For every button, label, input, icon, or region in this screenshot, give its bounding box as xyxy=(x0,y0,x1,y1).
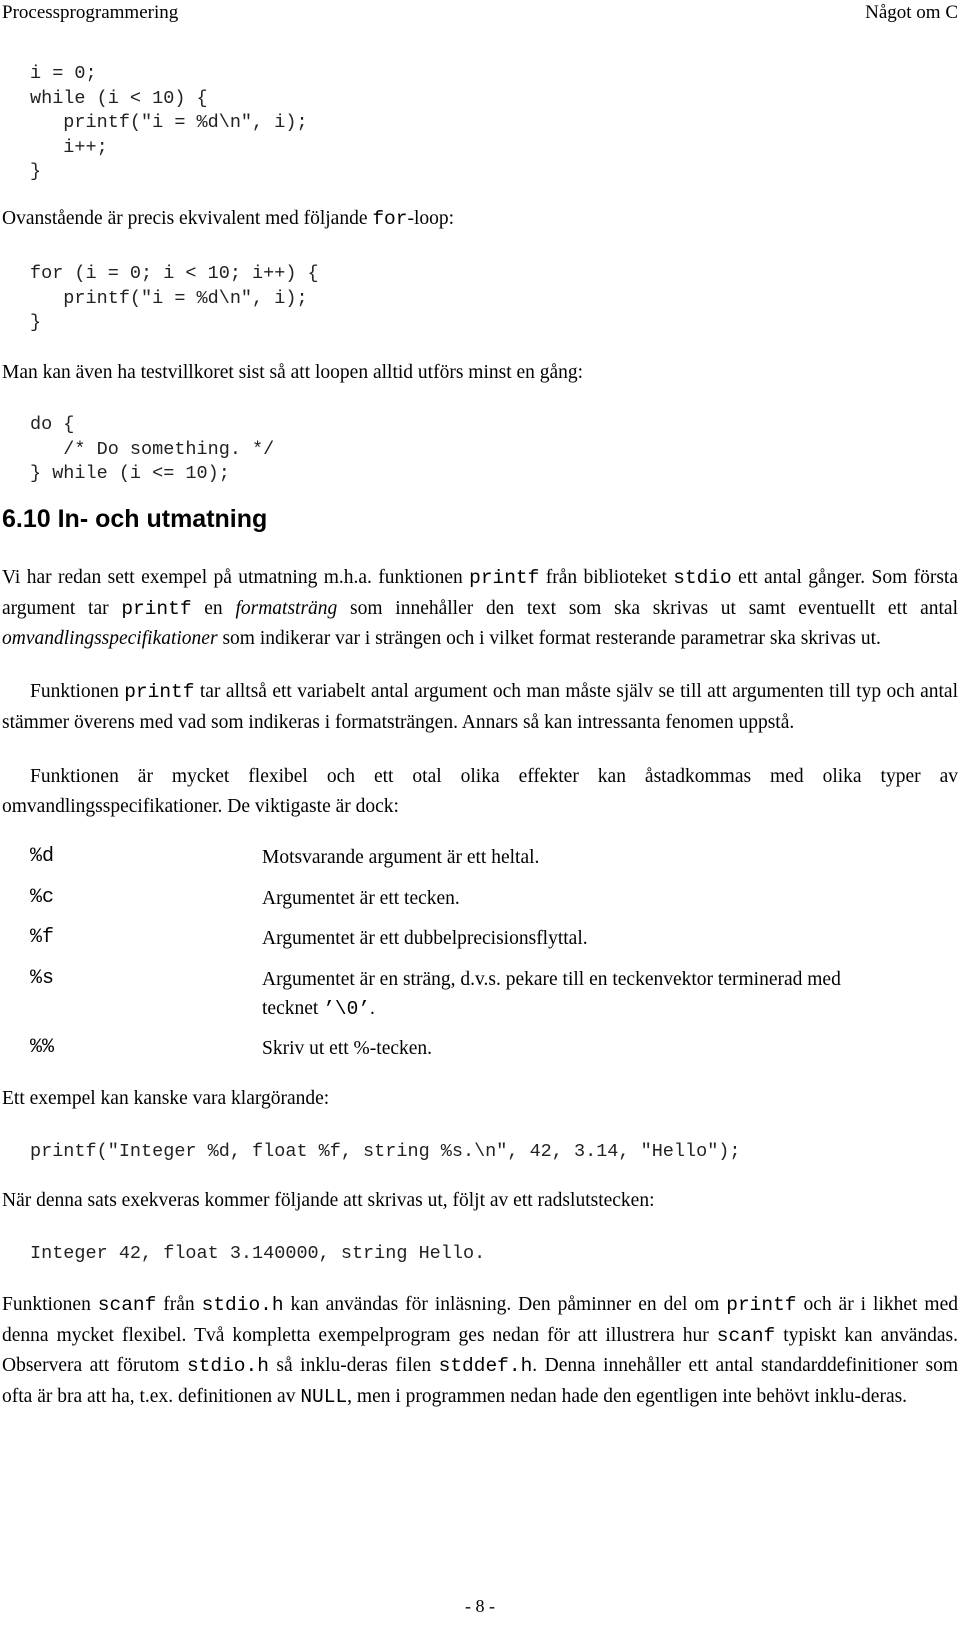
text-span: och är i likhet med denna mycket flexibel. Två kompletta exempelprogram ges nedan för att illustrera hur xyxy=(2,1294,958,1346)
inline-code: printf xyxy=(121,597,192,620)
text-span: Vi har redan sett exempel på utmatning m.h.a. funktionen xyxy=(2,567,470,588)
section-heading: 6.10 In- och utmatning xyxy=(2,505,268,533)
italic-term: omvandlingsspecifikationer xyxy=(2,628,218,649)
inline-code: NULL xyxy=(300,1385,348,1408)
text-span: som innehåller den text som ska skrivas ut samt eventuellt ett antal xyxy=(337,597,958,619)
paragraph-printf-args xyxy=(2,677,958,737)
inline-code: ’\0’ xyxy=(323,998,370,1020)
spec-code: %f xyxy=(30,926,55,949)
code-output-example: Integer 42, float 3.140000, string Hello. xyxy=(30,1243,486,1264)
text-span: som indikerar var i strängen och i vilket format resterande parametrar ska skrivas ut. xyxy=(217,628,881,649)
text-span: Funktionen xyxy=(30,681,125,702)
spec-code: %c xyxy=(30,886,55,909)
text-span: från xyxy=(156,1294,202,1315)
inline-code: for xyxy=(372,208,408,230)
spec-description xyxy=(262,965,842,1024)
page-number: - 8 - xyxy=(465,1596,495,1616)
inline-code: printf xyxy=(469,567,540,589)
inline-code: printf xyxy=(726,1294,797,1316)
text-span: ett antal gånger. Som första argument tar xyxy=(2,567,958,619)
inline-code: stdio.h xyxy=(186,1355,269,1377)
text-span: från biblioteket xyxy=(539,567,674,588)
code-for-loop: for (i = 0; i < 10; i++) { printf("i = %d\n", i); } xyxy=(30,263,319,333)
inline-code: scanf xyxy=(716,1324,776,1347)
text-span: -loop: xyxy=(407,208,455,229)
paragraph-example-intro: Ett exempel kan kanske vara klargörande: xyxy=(2,1088,330,1109)
code-printf-example: printf("Integer %d, float %f, string %s.\n", 42, 3.14, "Hello"); xyxy=(30,1141,741,1162)
code-do-while: do { /* Do something. */ } while (i <= 10); xyxy=(30,414,275,484)
text-span: typiskt kan användas. Observera att förutom xyxy=(2,1324,958,1376)
paragraph-do-intro: Man kan även ha testvillkoret sist så att loopen alltid utförs minst en gång: xyxy=(2,362,584,383)
inline-code: stdio.h xyxy=(201,1294,284,1316)
paragraph-scanf-intro xyxy=(2,1290,958,1412)
inline-code: printf xyxy=(124,681,195,703)
text-span: så inklu-deras filen xyxy=(268,1355,439,1376)
spec-description: Argumentet är ett dubbelprecisionsflyttal. xyxy=(262,928,588,949)
italic-term: formatsträng xyxy=(235,597,338,619)
spec-description: Skriv ut ett %-tecken. xyxy=(262,1038,433,1059)
text-span: Argumentet är en sträng, d.v.s. pekare till en teckenvektor terminerad med tecknet xyxy=(262,969,841,1019)
text-span: , men i programmen nedan hade den egentligen inte behövt inklu-deras. xyxy=(347,1385,908,1407)
text-span: . Denna innehåller ett antal standarddefinitioner som ofta är bra att ha, t.ex. definitionen av xyxy=(2,1355,959,1407)
spec-code: %d xyxy=(30,845,55,868)
inline-code: stddef.h xyxy=(438,1355,533,1377)
text-span: kan användas för inläsning. Den påminner en del om xyxy=(283,1294,727,1315)
paragraph-for-intro xyxy=(2,208,454,230)
spec-description: Motsvarande argument är ett heltal. xyxy=(262,847,540,868)
code-while-loop: i = 0; while (i < 10) { printf("i = %d\n", i); i++; } xyxy=(30,63,308,182)
text-span: tar alltså ett variabelt antal argument och man måste själv se till att argumenten till typ och antal stämmer överens med vad som indikeras i formatsträngen. Annars så kan intressanta fenomen uppstå. xyxy=(2,681,958,733)
paragraph-exec-output: När denna sats exekveras kommer följande att skrivas ut, följt av ett radslutstecken: xyxy=(2,1190,655,1211)
header-course-title: Processprogrammering xyxy=(2,2,179,23)
paragraph-printf-intro xyxy=(2,563,958,654)
spec-description: Argumentet är ett tecken. xyxy=(262,888,460,909)
spec-code: %% xyxy=(30,1036,55,1059)
text-span: en xyxy=(191,597,236,619)
text-span: Funktionen xyxy=(2,1294,98,1315)
inline-code: stdio xyxy=(673,567,732,589)
paragraph-conversion-specs: Funktionen är mycket flexibel och ett otal olika effekter kan åstadkommas med olika typer av omvandlingsspecifikationer. De viktigaste är dock: xyxy=(2,766,958,817)
text-span: Ovanstående är precis ekvivalent med följande xyxy=(2,208,373,229)
inline-code: scanf xyxy=(97,1294,157,1316)
header-chapter-title: Något om C xyxy=(865,2,958,23)
spec-code: %s xyxy=(30,967,55,990)
text-span: . xyxy=(370,998,375,1019)
